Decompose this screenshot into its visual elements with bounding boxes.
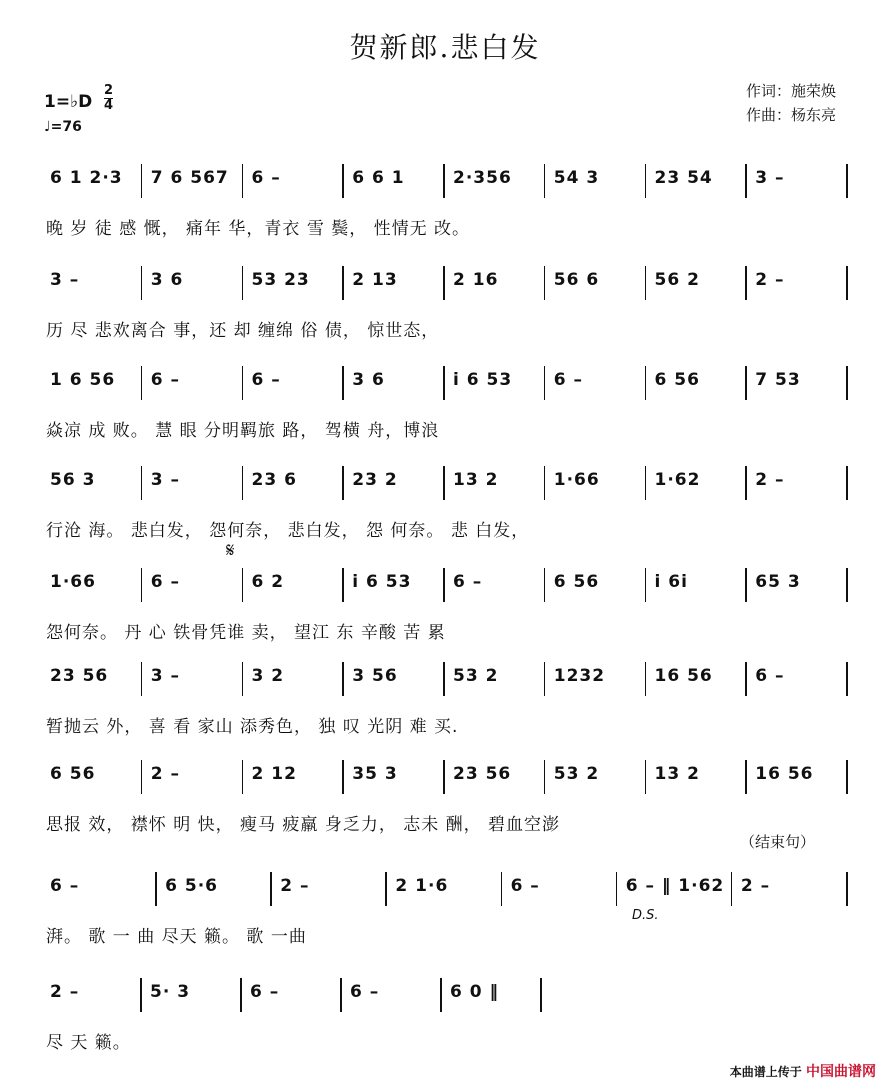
footer-credit: 本曲谱上传于 中国曲谱网 [729, 1064, 876, 1080]
bar-line [745, 366, 747, 400]
bar-line [242, 366, 244, 400]
bar-line [141, 466, 143, 500]
bar-line [240, 978, 242, 1012]
tempo-marking: ♩=76 [44, 119, 82, 135]
measure: 23 6 [251, 470, 297, 490]
measure: 1·62 [654, 470, 701, 490]
bar-line [846, 568, 848, 602]
measure: 16 56 [654, 666, 713, 686]
measure: 6 – [453, 572, 483, 592]
ds-marking: D.S. [632, 908, 659, 923]
bar-line [846, 760, 848, 794]
measure: 23 2 [352, 470, 398, 490]
score-row [0, 978, 890, 1074]
bar-line [342, 266, 344, 300]
bar-line [745, 760, 747, 794]
measure: 23 54 [654, 168, 713, 188]
lyrics-line: 暂抛云 外， 喜 看 家山 添秀色， 独 叹 光阴 难 买. [46, 717, 459, 737]
measure: 6 56 [654, 370, 700, 390]
bar-line [544, 466, 546, 500]
measure: 2 13 [352, 270, 398, 290]
segno-sign: 𝄋 [226, 538, 235, 562]
bar-line [645, 662, 647, 696]
score-row [0, 466, 890, 562]
measure: 6 – [251, 168, 281, 188]
measure: 2 12 [251, 764, 297, 784]
lyrics-line: 晚 岁 徒 感 慨， 痛年 华，青衣 雪 鬓， 性情无 改。 [46, 219, 471, 239]
bar-line [645, 760, 647, 794]
bar-line [846, 366, 848, 400]
bar-line [342, 164, 344, 198]
measure: 3 6 [352, 370, 385, 390]
measure: 1 6 56 [50, 370, 116, 390]
bar-line [141, 662, 143, 696]
measure: 6 – [553, 370, 583, 390]
bar-line [544, 568, 546, 602]
measure: 6 1 2·3 [50, 168, 123, 188]
measure: 6 – [251, 370, 281, 390]
bar-line [645, 466, 647, 500]
bar-line [340, 978, 342, 1012]
measure: 56 2 [654, 270, 700, 290]
lyrics-line: 尽 天 籁。 [46, 1033, 131, 1053]
time-signature: $\frac{2}{4}$ [104, 83, 114, 113]
measure: 3 – [150, 470, 180, 490]
bar-line [745, 164, 747, 198]
measure: i 6 53 [453, 370, 513, 390]
bar-line [141, 568, 143, 602]
bar-line [443, 760, 445, 794]
ending-phrase-note: （结束句） [740, 833, 816, 851]
lyrics-line: 思报 效， 襟怀 明 快， 瘦马 疲羸 身乏力， 志未 酬， 碧血空澎 [46, 815, 561, 835]
measure: 2 16 [453, 270, 499, 290]
bar-line [645, 164, 647, 198]
bar-line [342, 366, 344, 400]
bar-line [141, 366, 143, 400]
bar-line [846, 164, 848, 198]
bar-line [155, 872, 157, 906]
score-row [0, 568, 890, 664]
measure: 2 – [150, 764, 180, 784]
bar-line [342, 662, 344, 696]
measure: 6 – ‖ 1·62 [625, 876, 725, 896]
bar-line [140, 978, 142, 1012]
measure: i 6i [654, 572, 688, 592]
bar-line [443, 466, 445, 500]
measure: 7 6 567 [150, 168, 229, 188]
bar-line [443, 662, 445, 696]
bar-line [745, 568, 747, 602]
measure: 23 56 [50, 666, 109, 686]
bar-line [440, 978, 442, 1012]
bar-line [242, 164, 244, 198]
bar-line [443, 266, 445, 300]
measure: 6 – [250, 982, 280, 1002]
bar-line [846, 266, 848, 300]
measure: 1·66 [50, 572, 96, 592]
bar-line [616, 872, 618, 906]
page-title: 贺新郎.悲白发 [349, 31, 541, 64]
bar-line [544, 164, 546, 198]
bar-line [544, 366, 546, 400]
measure: 6 – [510, 876, 540, 896]
measure: 35 3 [352, 764, 398, 784]
measure: 2 – [740, 876, 771, 896]
measure: 54 3 [553, 168, 600, 188]
composer-credit: 作曲：杨东亮 [746, 106, 837, 124]
lyrics-line: 行沧 海。 悲白发， 怨何奈， 悲白发， 怨 何奈。 悲 白发， [46, 521, 530, 541]
footer-brand: 中国曲谱网 [806, 1064, 876, 1080]
lyrics-line: 焱凉 成 败。 慧 眼 分明羁旅 路， 驾横 舟，博浪 [46, 421, 440, 441]
measure: 2 – [280, 876, 310, 896]
bar-line [242, 662, 244, 696]
measure: 5· 3 [150, 982, 191, 1002]
bar-line [745, 266, 747, 300]
bar-line [846, 662, 848, 696]
measure: 3 – [755, 168, 785, 188]
measure: 56 6 [553, 270, 600, 290]
measure: 2·356 [453, 168, 512, 188]
measure: 6 6 1 [352, 168, 405, 188]
measure: 7 53 [755, 370, 801, 390]
bar-line [342, 568, 344, 602]
measure: 23 56 [453, 764, 512, 784]
measure: 3 – [50, 270, 80, 290]
measure: 3 56 [352, 666, 398, 686]
measure: 6 – [50, 876, 80, 896]
measure: 53 2 [553, 764, 600, 784]
score-row [0, 266, 890, 362]
measure: 6 – [350, 982, 380, 1002]
score-row [0, 662, 890, 758]
measure: 6 2 [251, 572, 285, 592]
bar-line [242, 760, 244, 794]
bar-line [745, 662, 747, 696]
measure: 56 3 [50, 470, 96, 490]
measure: 6 56 [553, 572, 600, 592]
lyrics-line: 历 尽 悲欢离合 事，还 却 缠绵 俗 债， 惊世态， [46, 321, 440, 341]
bar-line [141, 266, 143, 300]
bar-line [342, 466, 344, 500]
measure: 2 – [755, 470, 785, 490]
bar-line [645, 568, 647, 602]
measure: 6 0 ‖ [450, 982, 499, 1002]
measure: 3 2 [251, 666, 285, 686]
bar-line [745, 466, 747, 500]
lyrics-line: 怨何奈。 丹 心 铁骨凭谁 卖， 望江 东 辛酸 苦 累 [46, 623, 446, 643]
lyrics-line: 湃。 歌 一 曲 尽天 籁。 歌 一曲 [46, 927, 307, 947]
bar-line [544, 662, 546, 696]
bar-line [501, 872, 503, 906]
bar-line [443, 366, 445, 400]
measure: 3 – [150, 666, 180, 686]
measure: 13 2 [654, 764, 700, 784]
bar-line [385, 872, 387, 906]
bar-line [540, 978, 542, 1012]
measure: 2 1·6 [395, 876, 449, 896]
bar-line [544, 266, 546, 300]
bar-line [242, 466, 244, 500]
bar-line [242, 568, 244, 602]
bar-line [846, 872, 848, 906]
measure: 65 3 [755, 572, 801, 592]
measure: 2 – [50, 982, 80, 1002]
measure: 6 56 [50, 764, 96, 784]
bar-line [544, 760, 546, 794]
bar-line [141, 760, 143, 794]
measure: 6 – [755, 666, 785, 686]
score-row [0, 164, 890, 260]
lyricist-credit: 作词：施荣焕 [746, 82, 837, 100]
bar-line [443, 568, 445, 602]
bar-line [270, 872, 272, 906]
measure: 1·66 [553, 470, 600, 490]
bar-line [242, 266, 244, 300]
measure: i 6 53 [352, 572, 412, 592]
bar-line [141, 164, 143, 198]
bar-line [645, 366, 647, 400]
measure: 13 2 [453, 470, 499, 490]
score-row [0, 366, 890, 462]
measure: 1232 [553, 666, 606, 686]
measure: 16 56 [755, 764, 814, 784]
key-signature: 1=♭D [44, 92, 93, 112]
score-row [0, 872, 890, 968]
bar-line [645, 266, 647, 300]
measure: 6 – [150, 572, 180, 592]
bar-line [342, 760, 344, 794]
bar-line [846, 466, 848, 500]
bar-line [443, 164, 445, 198]
bar-line [731, 872, 733, 906]
measure: 6 5·6 [165, 876, 219, 896]
measure: 3 6 [150, 270, 184, 290]
measure: 53 23 [251, 270, 310, 290]
measure: 53 2 [453, 666, 499, 686]
measure: 2 – [755, 270, 785, 290]
measure: 6 – [150, 370, 180, 390]
